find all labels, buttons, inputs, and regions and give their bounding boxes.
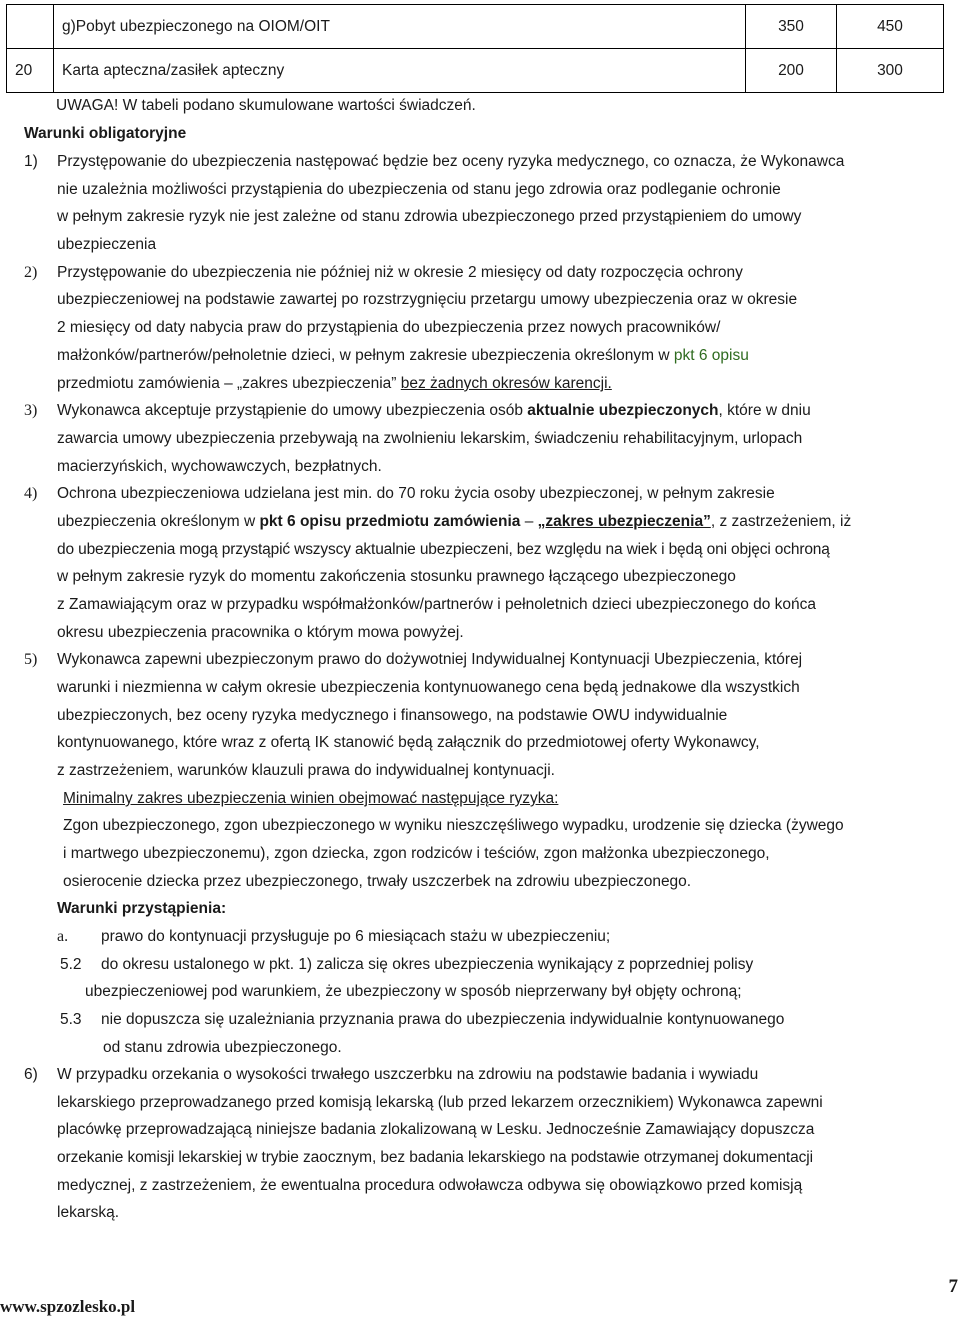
footer-website[interactable]: www.spzozlesko.pl <box>0 1297 136 1316</box>
item-4-marker: 4) <box>24 485 38 502</box>
item-6-line: lekarską. <box>57 1204 120 1221</box>
sub-item-line: nie dopuszcza się uzależniania przyznania prawa do ubezpieczenia indywidualnie kontynuowanego <box>101 1011 785 1028</box>
benefits-table <box>6 4 944 93</box>
item-4-line: z Zamawiającym oraz w przypadku współmałżonków/partnerów i pełnoletnich dzieci ubezpieczonego do końca <box>57 596 817 613</box>
item-2-line: Przystępowanie do ubezpieczenia nie później niż w okresie 2 miesięcy od daty rozpoczęcia ochrony <box>57 264 743 281</box>
reference-text: pkt 6 opisu <box>673 347 749 364</box>
item-5-line: i martwego ubezpieczonemu), zgon dziecka, zgon rodziców i teściów, zgon małżonka ubezpieczonego, <box>63 845 770 862</box>
sub-item-marker: 5.2 <box>60 956 82 973</box>
sub-item-marker: 5.3 <box>60 1011 82 1028</box>
item-2-line: ubezpieczeniowej na podstawie zawartej po rozstrzygnięciu przetargu umowy ubezpieczenia oraz w okresie <box>57 291 798 308</box>
text-run: przedmiotu zamówienia – „zakres ubezpieczenia” <box>57 375 401 392</box>
item-4-line: do ubezpieczenia mogą przystąpić wszyscy aktualnie ubezpieczeni, bez względu na wiek i będą oni objęci ochroną <box>57 541 830 558</box>
sub-item-marker: a. <box>57 928 69 945</box>
item-6-line: lekarskiego przeprowadzanego przed komisją lekarską (lub przed lekarzem orzecznikiem) Wykonawca zapewni <box>57 1094 823 1111</box>
item-4-line: w pełnym zakresie ryzyk do momentu zakończenia stosunku prawnego łączącego ubezpieczonego <box>57 568 736 585</box>
item-6-line: W przypadku orzekania o wysokości trwałego uszczerbku na zdrowiu na podstawie badania i wywiadu <box>57 1066 759 1083</box>
row-value-2: 300 <box>837 49 944 93</box>
item-2-line <box>57 374 612 394</box>
item-2-marker: 2) <box>24 264 38 281</box>
item-1-marker: 1) <box>24 153 38 170</box>
item-5-line: Zgon ubezpieczonego, zgon ubezpieczonego w wyniku nieszczęśliwego wypadku, urodzenie się dziecka (żywego <box>63 817 844 834</box>
text-run: ubezpieczenia określonym w <box>57 513 260 530</box>
text-run: , które w dniu <box>718 402 811 419</box>
item-1-line: nie uzależnia możliwości przystąpienia do ubezpieczenia od stanu jego zdrowia oraz podleganie ochronie <box>57 181 781 198</box>
sub-item-line: od stanu zdrowia ubezpieczonego. <box>103 1039 342 1056</box>
page-number: 7 <box>948 1276 958 1297</box>
conditions-heading: Warunki przystąpienia: <box>57 900 227 917</box>
row-value-2: 450 <box>837 5 944 49</box>
text-run: – <box>520 513 538 530</box>
underlined-text: bez żadnych okresów karencji. <box>400 375 612 392</box>
bold-underlined-text: „zakres ubezpieczenia” <box>537 513 711 530</box>
item-2-line: 2 miesięcy od daty nabycia praw do przystąpienia do ubezpieczenia przez nowych pracowników/ <box>57 319 721 336</box>
item-5-line: osierocenie dziecka przez ubezpieczonego, trwały uszczerbek na zdrowiu ubezpieczonego. <box>63 873 692 890</box>
item-2-line <box>57 346 749 366</box>
row-number <box>7 5 54 49</box>
text-run: , z zastrzeżeniem, iż <box>710 513 852 530</box>
item-4-line: okresu ubezpieczenia pracownika o którym mowa powyżej. <box>57 624 464 641</box>
bold-text: aktualnie ubezpieczonych <box>527 402 719 419</box>
item-1-line: w pełnym zakresie ryzyk nie jest zależne od stanu zdrowia ubezpieczonego przed przystąpieniem do umowy <box>57 208 802 225</box>
row-label: g)Pobyt ubezpieczonego na OIOM/OIT <box>54 5 746 49</box>
text-run: małżonków/partnerów/pełnoletnie dzieci, w pełnym zakresie ubezpieczenia określonym w <box>57 347 674 364</box>
text-run: Wykonawca akceptuje przystąpienie do umowy ubezpieczenia osób <box>57 402 528 419</box>
item-3-line <box>57 401 811 421</box>
table-row <box>7 5 944 49</box>
item-5-line: ubezpieczonych, bez oceny ryzyka medycznego i finansowego, na podstawie OWU indywidualnie <box>57 707 728 724</box>
item-6-line: medycznej, z zastrzeżeniem, że ewentualna procedura odwoławcza odbywa się obowiązkowo przed komisją <box>57 1177 803 1194</box>
row-value-1: 350 <box>746 5 837 49</box>
item-1-line: ubezpieczenia <box>57 236 157 253</box>
minimum-scope-heading: Minimalny zakres ubezpieczenia winien obejmować następujące ryzyka: <box>63 790 559 807</box>
section-title: Warunki obligatoryjne <box>24 125 187 142</box>
row-number: 20 <box>7 49 54 93</box>
table-note: UWAGA! W tabeli podano skumulowane wartości świadczeń. <box>56 97 476 114</box>
table-row <box>7 49 944 93</box>
item-6-marker: 6) <box>24 1066 38 1083</box>
item-1-line: Przystępowanie do ubezpieczenia następować będzie bez oceny ryzyka medycznego, co oznacza, że Wykonawca <box>57 153 845 170</box>
item-3-line: zawarcia umowy ubezpieczenia przebywają na zwolnieniu lekarskim, świadczeniu rehabilitacyjnym, urlopach <box>57 430 803 447</box>
item-5-marker: 5) <box>24 651 38 668</box>
sub-item-line: prawo do kontynuacji przysługuje po 6 miesiącach stażu w ubezpieczeniu; <box>101 928 611 945</box>
row-value-1: 200 <box>746 49 837 93</box>
item-4-line: Ochrona ubezpieczeniowa udzielana jest min. do 70 roku życia osoby ubezpieczonej, w pełnym zakresie <box>57 485 775 502</box>
item-5-line: Wykonawca zapewni ubezpieczonym prawo do dożywotniej Indywidualnej Kontynuacji Ubezpieczenia, której <box>57 651 803 668</box>
item-5-line: kontynuowanego, które wraz z ofertą IK stanowić będą załącznik do przedmiotowej oferty Wykonawcy, <box>57 734 760 751</box>
item-3-line: macierzyńskich, wychowawczych, bezpłatnych. <box>57 458 382 475</box>
item-5-line: z zastrzeżeniem, warunków klauzuli prawa do indywidualnej kontynuacji. <box>57 762 555 779</box>
item-4-line <box>57 512 851 532</box>
row-label: Karta apteczna/zasiłek apteczny <box>54 49 746 93</box>
item-5-line: warunki i niezmienna w całym okresie ubezpieczenia kontynuowanego cena będą jednakowe dla wszystkich <box>57 679 800 696</box>
item-3-marker: 3) <box>24 402 38 419</box>
item-6-line: placówkę przeprowadzającą niniejsze badania zlokalizowaną w Lesku. Jednocześnie Zamawiający dopuszcza <box>57 1121 815 1138</box>
item-6-line: orzekanie komisji lekarskiej w trybie zaocznym, bez badania lekarskiego na podstawie otrzymanej dokumentacji <box>57 1149 813 1166</box>
sub-item-line: do okresu ustalonego w pkt. 1) zalicza się okres ubezpieczenia wynikający z poprzedniej polisy <box>101 956 754 973</box>
bold-text: pkt 6 opisu przedmiotu zamówienia <box>259 513 521 530</box>
sub-item-line: ubezpieczeniowej pod warunkiem, że ubezpieczony w sposób nieprzerwany był objęty ochroną; <box>85 983 742 1000</box>
